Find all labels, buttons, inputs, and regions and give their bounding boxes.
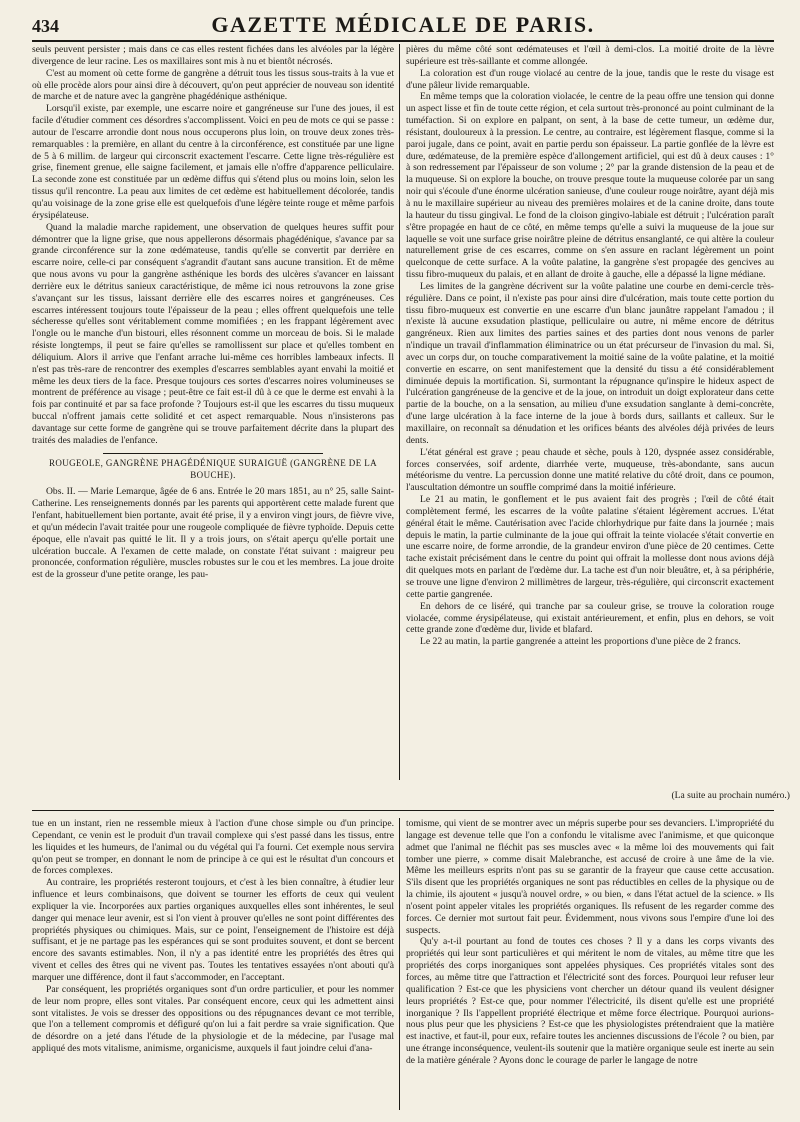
- paragraph: C'est au moment où cette forme de gangrène a détruit tous les tissus sous-traits à la vue et où elle procède alors pour ainsi dire à découvert, qu'on peut apprécier de nouveau son identité de marche et de nature avec la gangrène phagédénique asthénique.: [32, 67, 394, 103]
- page-header: [32, 12, 774, 40]
- section-heading: ROUGEOLE, GANGRÈNE PHAGÉDÉNIQUE SURAIGUË (GANGRÈNE DE LA BOUCHE).: [48, 457, 378, 480]
- paragraph: Au contraire, les propriétés resteront toujours, et c'est à les bien connaître, à étudier leur influence et leurs combinaisons, que doivent se tourner les efforts de ceux qui veulent expliquer la vie. Incorporées aux parties organiques auxquelles elles sont inhérentes, le seul danger qui menace leur avenir, est si l'on vient à prouver qu'elles ne sont point différentes des propriétés physiques ou chimiques. Mais, sur ce point, l'enseignement de l'histoire est déjà suffisant, et je ne partage pas les espérances qui se sont produites souvent, et dont se bercent encore des savants estimables. Non, il n'y a pas identité entre les propriétés des êtres qui vivent et celles des êtres qui ne vivent pas. Toutes les tentatives essayées n'ont abouti qu'à marquer une différence, dont il faut s'accommoder, en l'acceptant.: [32, 877, 394, 983]
- continuation-note: (La suite au prochain numéro.): [671, 790, 790, 801]
- paragraph: En dehors de ce liséré, qui tranche par sa couleur grise, se trouve la coloration rouge violacée, comme érysipélateuse, qui existait antérieurement, et enfin, plus en dehors, se voit cette grande zone d'œdème dur, livide et blafard.: [406, 600, 774, 636]
- paragraph: seuls peuvent persister ; mais dans ce cas elles restent fichées dans les alvéoles par la légère divergence de leur racine. Les os maxillaires sont mis à nu et bientôt nécrosés.: [32, 44, 394, 67]
- paragraph: tomisme, qui vient de se montrer avec un mépris superbe pour ses devanciers. L'impropriété du langage est devenue telle que l'on a confondu le vitalisme avec l'animisme, et que quiconque admet que l'animal ne fléchit pas ses muscles avec « la même loi des mouvements qui fait tomber une pierre, » comme disait Malebranche, est accusé de croire à une âme de la vie. Même les meilleurs esprits n'ont pas su se garantir de la frayeur que cause cette accusation. S'ils disent que les propriétés organiques ne sont pas réductibles en celles de la physique ou de la chimie, ils ajoutent « jusqu'à nouvel ordre, » ou bien, « dans l'état actuel de la science. » Ils n'osent point appeler vitales les propriétés organiques. Ils refusent de les regarder comme des forces. Ce dernier mot surtout fait peur. Évidemment, nous vivons sous l'empire d'une loi des suspects.: [406, 818, 774, 936]
- paragraph: Par conséquent, les propriétés organiques sont d'un ordre particulier, et pour les nommer de leur nom propre, elles sont vitales. Par conséquent encore, ceux qui les admettent ainsi sont vitalistes. Je vois se dresser des oppositions ou des répugnances devant ce mot terrible, que l'on a tellement compromis et défiguré qu'on lui a fait perdre sa vraie signification. Que de désordre on a jeté dans l'étude de la physiologie et de la médecine, par l'usage mal appliqué des mots vitalisme, animisme, organicisme, auxquels il faut joindre celui d'ana-: [32, 983, 394, 1055]
- section-rule: [103, 453, 323, 454]
- paragraph: Le 21 au matin, le gonflement et le pus avaient fait des progrès ; l'œil de côté était complètement fermé, les escarres de la voûte palatine s'étaient légèrement accrues. L'état général était le même. Cautérisation avec l'acide chlorhydrique pur faite dans la journée ; mais depuis le matin, la partie culminante de la joue qui offrait la teinte violacée s'était convertie en une escarre noire, de forme arrondie, de la grandeur environ d'une pièce de 20 centimes. Cette tache existait précisément dans le centre du point qui offrait la mollesse dont nous avions déjà dit quelques mots en parlant de l'œdème dur. La tache est d'un noir bleuâtre, et, à sa périphérie, se trouve une ligne d'environ 2 millimètres de largeur, très-régulière, qui circonscrit exactement cette partie gangrenée.: [406, 494, 774, 600]
- paragraph: pières du même côté sont œdémateuses et l'œil à demi-clos. La moitié droite de la lèvre supérieure est très-saillante et comme allongée.: [406, 44, 774, 67]
- paragraph: L'état général est grave ; peau chaude et sèche, pouls à 120, dyspnée assez considérable, forces conservées, soif ardente, diarrhée verte, muqueuse, très-abondante, sans aucun météorisme du ventre. La percussion donne une matité relative du côté droit, dans ce poumon, l'auscultation démontre un souffle comprimé dans la moitié inférieure.: [406, 446, 774, 494]
- paragraph: Quand la maladie marche rapidement, une observation de quelques heures suffit pour démontrer que la ligne grise, que nous appellerons désormais phagédénique, s'avance par sa grande circonférence sur la zone œdémateuse, tandis qu'elle se convertit par derrière en escarre noire, celle-ci par conséquent s'agrandit d'autant sans aucune transition. Et de même que nous avons vu pour la gangrène asthénique les bords des ulcères s'avancer en laissant derrière eux le détritus sanieux caractéristique, de même ici nous retrouvons la zone grise s'avançant sur les tissus, laissant derrière elle des escarres noires et gangréneuses. Ces escarres intéressent toujours toute l'épaisseur de la peau ; elles offrent quelquefois une telle sécheresse qu'elles sont véritablement comme momifiées ; en les frappant légèrement avec l'ongle ou le manche d'un bistouri, elles résonnent comme un morceau de bois. Si le malade résiste longtemps, il peut se faire qu'elles se ramollissent sur place et qu'elles tombent en déliquium. Alors il arrive que l'enfant arrache lui-même ces horribles lambeaux infects. Il n'est pas très-rare de rencontrer des exemples d'escarres semblables ayant envahi la moitié et même les deux tiers de la face. Presque toujours ces sortes d'escarres noires volumineuses se montrent de préférence au visage ; peut-être ce fait est-il dû à ce que le derme est envahi à la fois par continuité et par sa face profonde ? Toujours est-il que les escarres du tissu muqueux buccal n'offrent jamais cette solidité et cet aspect remarquable. Nous n'insisterons pas davantage sur cette forme de gangrène qui se trouve parfaitement décrite dans la plupart des traités des maladies de l'enfance.: [32, 221, 394, 446]
- column-divider-bottom: [399, 818, 400, 1110]
- paragraph: Lorsqu'il existe, par exemple, une escarre noire et gangréneuse sur l'une des joues, il est facile d'étudier comment ces désordres s'accomplissent. Voici en peu de mots ce qui se passe : autour de l'escarre arrondie dont nous nous occuperons plus loin, on trouve deux zones très-remarquables : la première, en allant du centre à la circonférence, est constituée par une ligne de 5 à 6 millim. de largeur qui circonscrit exactement l'escarre. Cette ligne très-régulière est grise, finement grenue, elle saigne facilement, et jamais elle n'offre d'apparence pelliculaire. La seconde zone est constituée par un œdème diffus qui s'étend plus ou moins loin, selon les tissus qu'il rencontre. La peau aux limites de cet œdème est habituellement décolorée, tandis qu'au voisinage de la zone grise elle est quelquefois d'une légère teinte rouge et même parfois érysipélateuse.: [32, 103, 394, 221]
- column-top-left: [32, 44, 394, 810]
- column-top-right: [406, 44, 774, 782]
- paragraph: Le 22 au matin, la partie gangrenée a atteint les proportions d'une pièce de 2 francs.: [420, 636, 741, 648]
- paragraph: La coloration est d'un rouge violacé au centre de la joue, tandis que le reste du visage est d'une pâleur livide remarquable.: [406, 67, 774, 91]
- column-bottom-left: [32, 818, 394, 1110]
- page-number: 434: [32, 16, 59, 36]
- paragraph: Qu'y a-t-il pourtant au fond de toutes ces choses ? Il y a dans les corps vivants des propriétés qui leur sont particulières et qui méritent le nom de vitales, au même titre que les propriétés des corps inorganiques sont appelées physiques. Ces propriétés vitales sont des forces, au même titre que l'attraction et l'électricité sont des forces. Pourquoi leur refuser leur qualification ? Est-ce que les physiciens vont chercher un détour quand ils veulent désigner leurs propriétés ? Est-ce que, pour nommer l'électricité, ils disent qu'elle est une propriété inorganique ? Ils l'appellent propriété électrique et même force électrique. Pourquoi aurions-nous plus peur que les physiciens ? Est-ce que les physiologistes prétendraient que la matière est inactive, et faut-il, pour eux, refaire toutes les anciennes discussions de l'école ? ou bien, par une étrange inconséquence, veulent-ils soutenir que la matière organique seule est inerte au sein de la matière générale ? Ayons donc le courage de parler le langage de notre: [406, 936, 774, 1066]
- column-bottom-right: [406, 818, 774, 1110]
- feuilleton-rule: [32, 810, 774, 811]
- header-rule: [32, 40, 774, 42]
- paragraph: tue en un instant, rien ne ressemble mieux à l'action d'une chose simple ou d'un principe. Cependant, ce venin est le produit d'un travail complexe qui s'est passé dans les tissus, entre les liquides et les humeurs, de l'animal ou du végétal qui l'a fourni. Cet exemple nous servira qu'on peut se tromper, en donnant le nom de principe à ce qui est le résultat d'un concours et de forces complexes.: [32, 818, 394, 877]
- paragraph: En même temps que la coloration violacée, le centre de la peau offre une tension qui donne un aspect lisse et fin de toute cette région, et cela surtout très-prononcé au point culminant de la tuméfaction. Si on explore en palpant, on sent, à la base de cette tumeur, un œdème dur, résistant, douloureux à la pression. Le centre, au contraire, est légèrement flasque, comme si la paroi jugale, dans ce point, avait en partie perdu son épaisseur. La partie gonflée de la lèvre est dure, œdémateuse, de la première espèce d'allongement artificiel, qui est dû à deux causes : 1° à son redressement par l'épaisseur de son volume ; 2° par la grande distension de la peau et de la muqueuse. Si on explore la bouche, on trouve presque toute la muqueuse colorée par un sang noir qui s'écoule d'une énorme ulcération sanieuse, d'une couleur rouge noirâtre, ayant déjà mis à nu le maxillaire supérieur au niveau des premières molaires et de la canine droite, dans toute la hauteur du tissu gingival. Le fond de la cloison gingivo-labiale est détruit ; l'ulcération paraît s'être propagée en haut de ce côté, en même temps qu'elle a suivi la muqueuse de la joue sur laquelle se voit une surface grise noirâtre pleine de détritus ensanglanté, ce qui altère la couleur naturellement grise de ces escarres, comme on s'en assure en raclant légèrement un point quelconque de cette surface. A la voûte palatine, la gangrène s'est propagée des gencives au tissu fibro-muqueux du palais, et en allant de droite à gauche, elle a dépassé la ligne médiane.: [406, 91, 774, 281]
- column-divider-top: [399, 44, 400, 780]
- journal-title: GAZETTE MÉDICALE DE PARIS.: [211, 12, 595, 37]
- observation-paragraph: Obs. II. — Marie Lemarque, âgée de 6 ans. Entrée le 20 mars 1851, au n° 25, salle Saint-Catherine. Les renseignements donnés par les parents qui apportèrent cette malade furent que l'enfant, habituellement bien portante, avait été prise, il y a environ vingt jours, de fièvre vive, et qu'un médecin l'avait traitée pour une rougeole compliquée de fièvre typhoïde. Depuis cette époque, elle n'avait pas quitté le lit. Il y a trois jours, on s'était aperçu qu'elle portait une ulcération buccale. A l'examen de cette malade, on constate l'état suivant : maigreur peu prononcée, conformation régulière, muscles robustes sur le cou et les membres. La joue droite est de la grosseur d'une petite orange, les pau-: [32, 486, 394, 581]
- paragraph: Les limites de la gangrène décrivent sur la voûte palatine une courbe en demi-cercle très-régulière. Dans ce point, il n'existe pas pour ainsi dire d'ulcération, mais toute cette portion du tissu fibro-muqueux est convertie en une escarre d'un blanc jaunâtre rappelant l'amadou ; il n'existe là aucune exsudation plastique, pelliculaire ou autre, ni même encore de détritus gangréneux. Rien aux limites des parties saines et des parties dont nous venons de parler n'indique un travail d'inflammation éliminatrice ou un état précurseur de l'invasion du mal. Si, avec un corps dur, on touche comparativement la moitié saine de la voûte palatine, et la moitié convertie en escarre, on sent manifestement que la densité du tissu a été considérablement diminuée depuis la mortification. Si, surmontant la répugnance qu'inspire le hideux aspect de l'ulcération gangréneuse de la gencive et de la joue, on introduit un doigt explorateur dans cette partie de la bouche, on a la sensation, au milieu d'une exsudation sanglante à demi-concrète, d'une large ulcération à la face interne de la joue à bords durs, saillants et calleux. Sur le maxillaire, on reconnaît sa dénudation et les orifices béants des alvéoles déjà privées de leurs dents.: [406, 280, 774, 446]
